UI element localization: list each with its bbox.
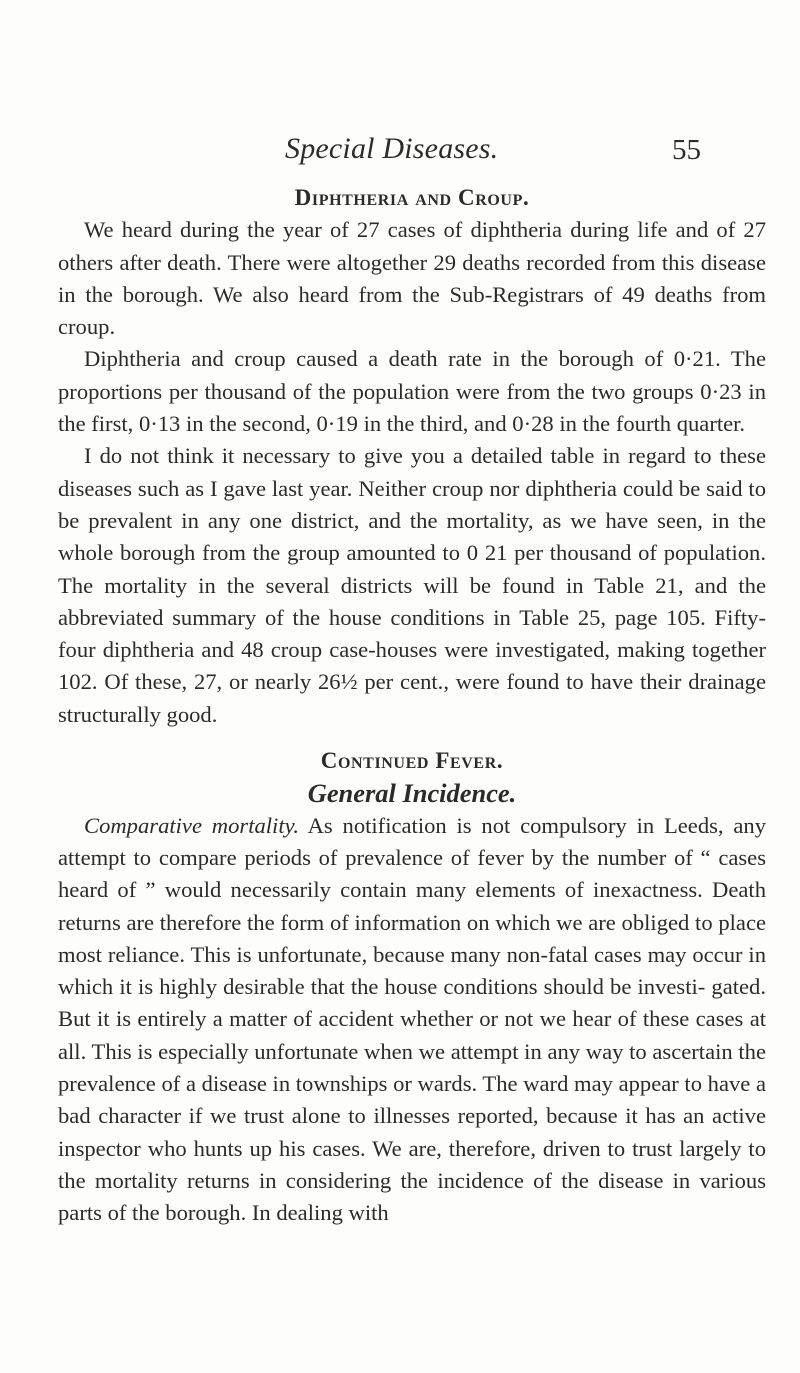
paragraph-fever-1 — [58, 810, 766, 1230]
running-head — [0, 132, 800, 172]
paragraph-diphtheria-1: We heard during the year of 27 cases of diphtheria during life and of 27 others after death. There were altogether 29 deaths recorded from this disease in the borough. We also heard from the Sub-Registrars of 49 deaths from croup. — [58, 217, 766, 340]
paragraph-diphtheria-2: Diphtheria and croup caused a death rate in the borough of 0·21. The proportions per thousand of the population were from the two groups 0·23 in the first, 0·13 in the second, 0·19 in the third, and 0·28 in the fourth quarter. — [58, 346, 766, 437]
lead-in-comparative-mortality: Comparative mortality. — [84, 812, 300, 838]
paragraph-fever-1-text: As notification is not compulsory in Leeds, any attempt to compare periods of prevalence of fever by the number of “ cases heard of ” would necessarily contain many elements of inexactness. Death returns are therefore the form of information on which we are obliged to place most reliance. This is unfortunate, because many non-fatal cases may occur in which it is highly desirable that the house conditions should be investi- gated. But it is entirely a matter of accident whether or not we hear of these cases at all. This is especially unfortunate when we attempt in any way to ascertain the prevalence of a disease in townships or wards. The ward may appear to have a bad character if we trust alone to illnesses reported, because it has an active inspector who hunts up his cases. We are, therefore, driven to trust largely to the mortality returns in considering the incidence of the disease in various parts of the borough. In dealing with — [58, 812, 766, 1226]
page-number: 55 — [672, 134, 701, 166]
body-text — [58, 182, 766, 1230]
paragraph-diphtheria-3: I do not think it necessary to give you a detailed table in regard to these diseases such as I gave last year. Neither croup nor diphtheria could be said to be prevalent in any one district, and the mortality, as we have seen, in the whole borough from the group amounted to 0 21 per thousand of population. The mortality in the several districts will be found in Table 21, and the abbreviated summary of the house conditions in Table 25, page 105. Fifty-four diphtheria and 48 croup case-houses were investigated, making together 102. Of these, 27, or nearly 26½ per cent., were found to have their drainage structurally good. — [58, 443, 766, 727]
section-heading-fever: Continued Fever. — [320, 748, 504, 774]
running-title: Special Diseases. — [285, 132, 499, 165]
section-heading-diphtheria: Diphtheria and Croup. — [294, 185, 530, 210]
section-gap — [58, 731, 766, 745]
subheading-general-incidence: General Incidence. — [307, 778, 517, 809]
